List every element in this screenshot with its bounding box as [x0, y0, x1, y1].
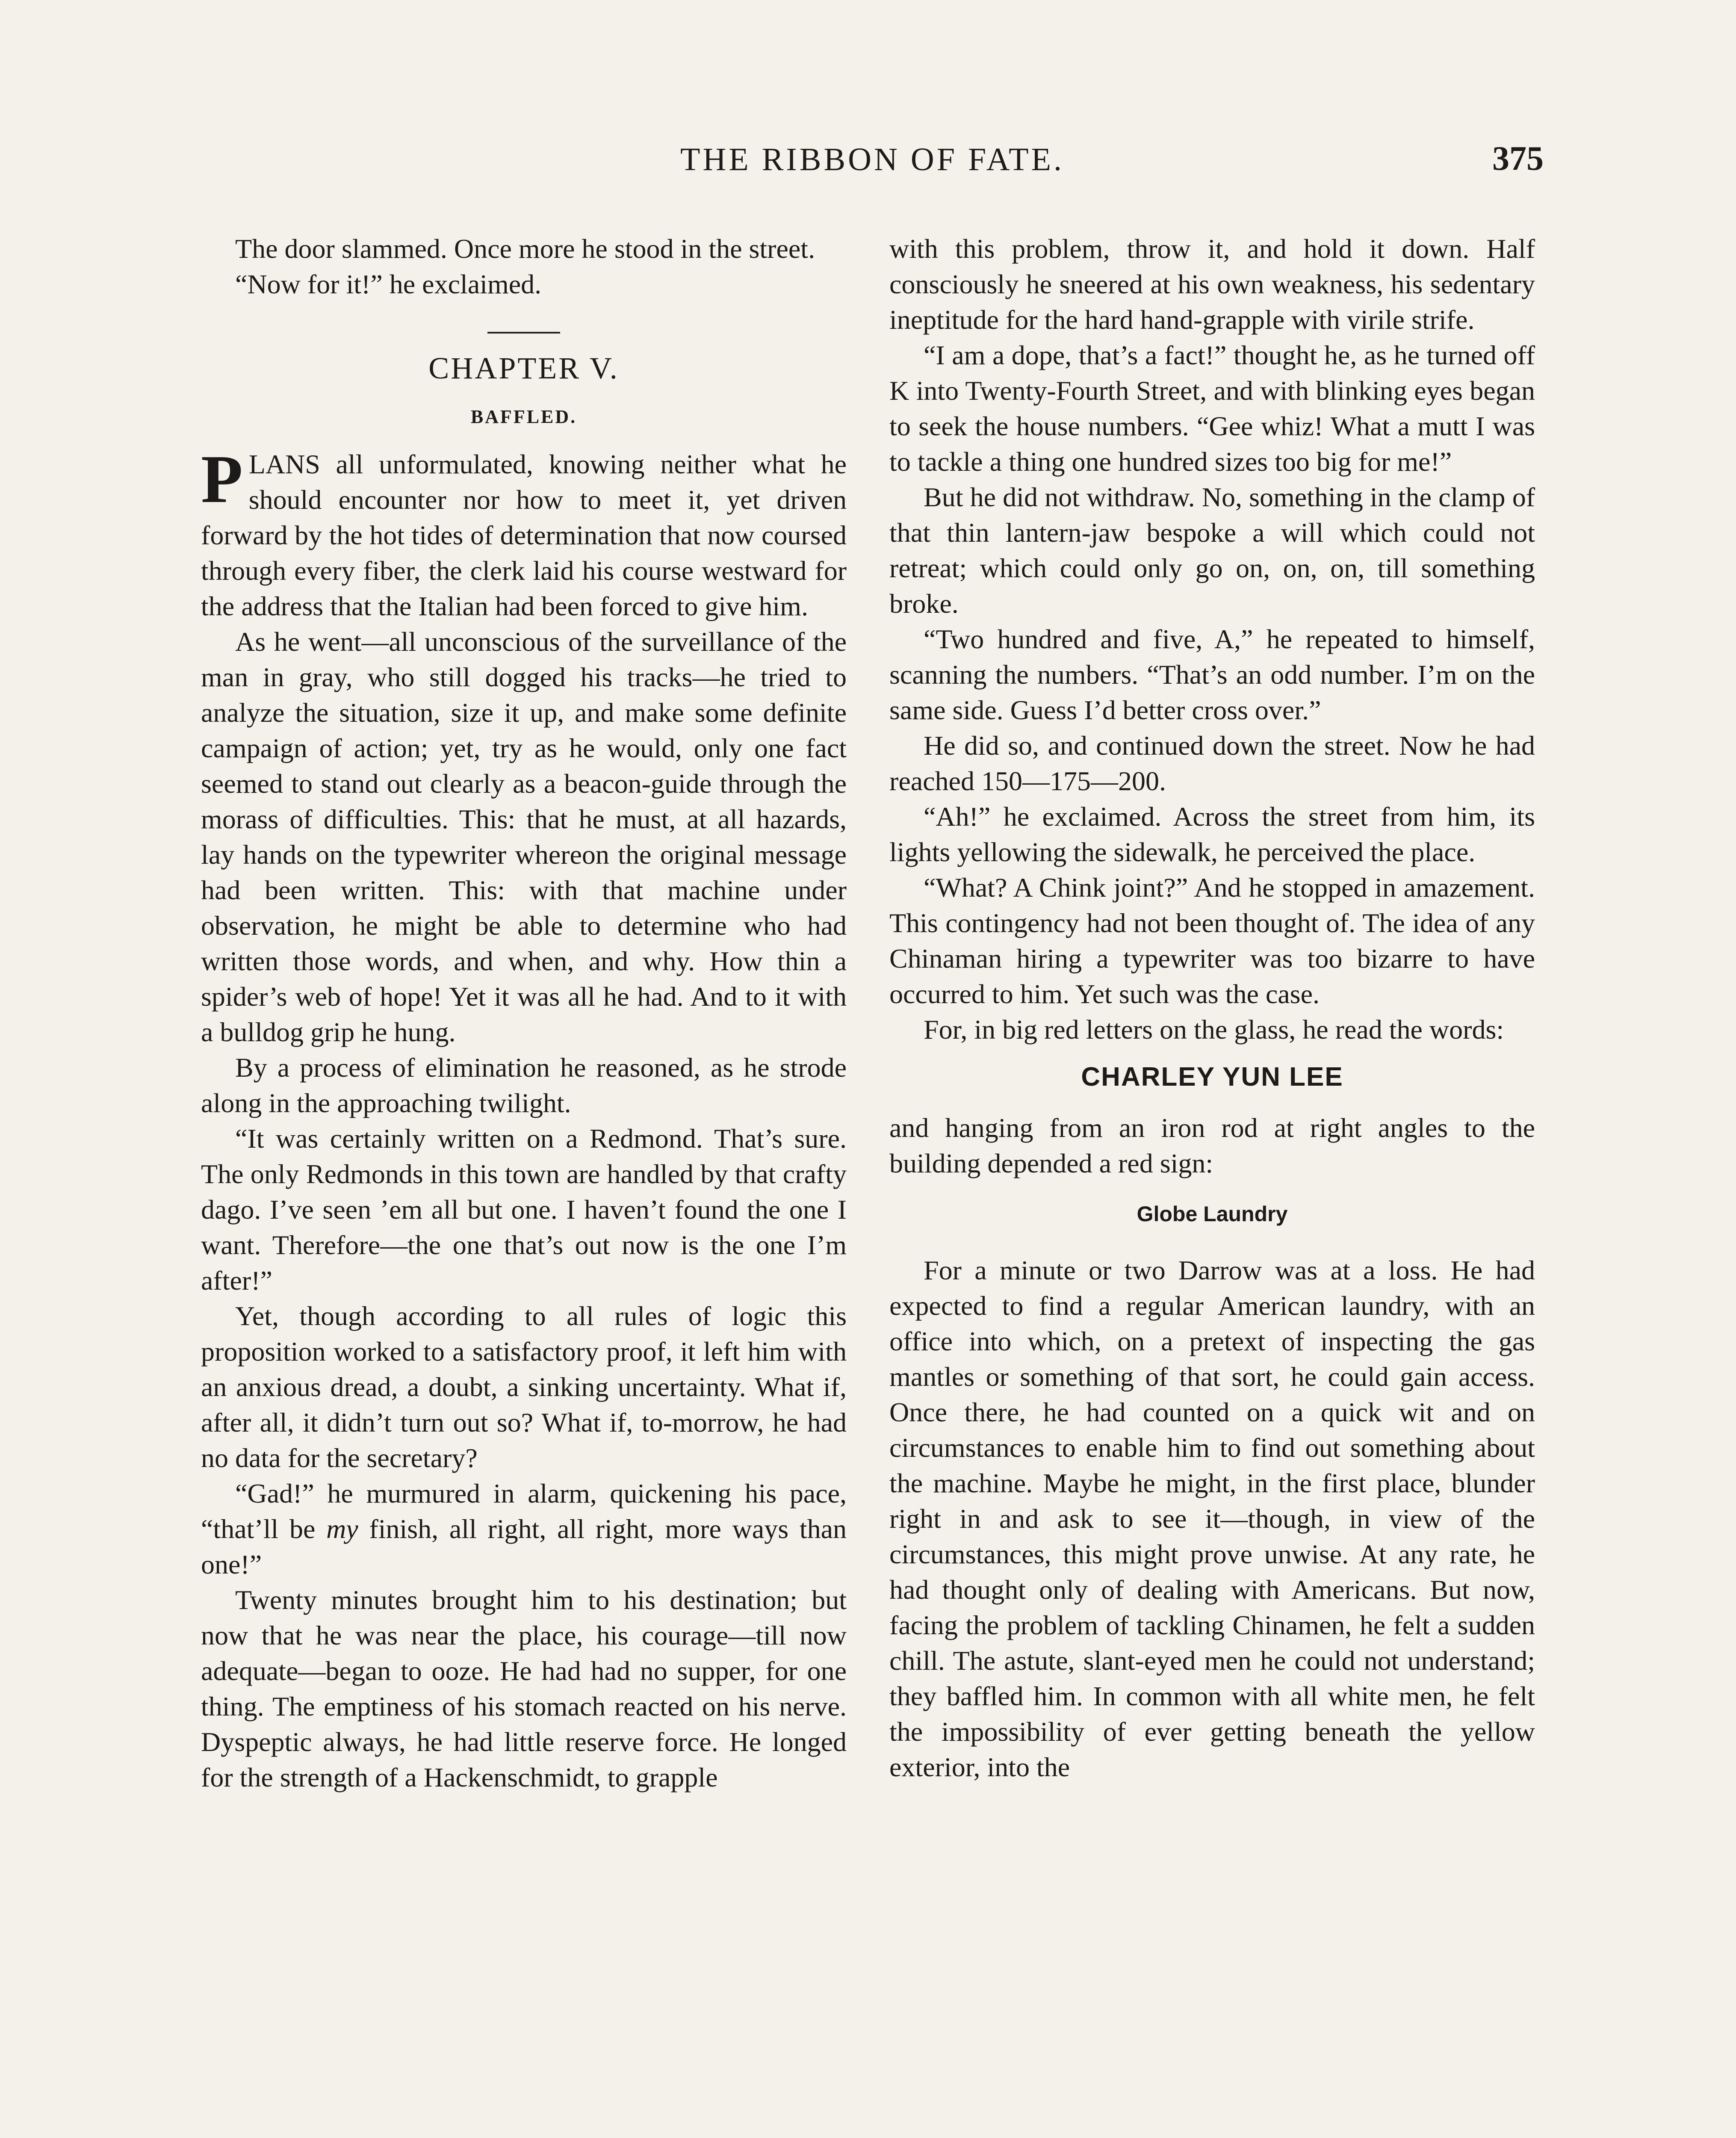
emphasized-word: my [326, 1514, 358, 1544]
chapter-subtitle: BAFFLED. [470, 406, 577, 427]
drop-cap: P [201, 441, 243, 517]
paragraph-continuation: with this problem, throw it, and hold it down. Half consciously he sneered at his own weakness, his sedentary ineptitude for the hard hand-grapple with virile strife. [889, 233, 1535, 335]
paragraph: “It was certainly written on a Redmond. That’s sure. The only Redmonds in this town are handled by that crafty dago. I’ve seen ’em all but one. I haven’t found the one I want. Therefore—the one that’s out now is the one I’m after!” [201, 1123, 847, 1296]
page-header [201, 141, 1544, 192]
chapter-heading: CHAPTER V. [428, 351, 619, 385]
paragraph: For a minute or two Darrow was at a loss. He had expected to find a regular American laundry, with an office into which, on a pretext of inspecting the gas mantles or something of that sort, he could gain access. Once there, he had counted on a quick wit and on circumstances to enable him to find out something about the machine. Maybe he might, in the first place, blunder right in and ask to see it—though, in view of the circumstances, this might prove unwise. At any rate, he had thought only of dealing with Americans. But now, facing the problem of tackling Chinamen, he felt a sudden chill. The astute, slant-eyed men he could not understand; they baffled him. In common with all white men, he felt the impossibility of ever getting beneath the yellow exterior, into the [889, 1255, 1535, 1782]
section-divider [487, 332, 560, 334]
page-number: 375 [1492, 140, 1544, 177]
right-column [889, 231, 1535, 1785]
paragraph: “Ah!” he exclaimed. Across the street from him, its lights yellowing the sidewalk, he perceived the place. [889, 801, 1535, 867]
paragraph: He did so, and continued down the street. Now he had reached 150—175—200. [889, 730, 1535, 796]
paragraph: “Now for it!” he exclaimed. [235, 269, 542, 299]
paragraph: For, in big red letters on the glass, he read the words: [924, 1014, 1504, 1045]
paragraph: Yet, though according to all rules of logic this proposition worked to a satisfactory proof, it left him with an anxious dread, a doubt, a sinking uncertainty. What if, after all, it didn’t turn out so? What if, to-morrow, he had no data for the secretary? [201, 1301, 847, 1473]
left-column [201, 231, 847, 1795]
paragraph: By a process of elimination he reasoned, as he strode along in the approaching twilight. [201, 1052, 847, 1118]
running-title: THE RIBBON OF FATE. [680, 142, 1064, 177]
laundry-sign-text: Globe Laundry [1137, 1202, 1288, 1226]
paragraph: But he did not withdraw. No, something in the clamp of that thin lantern-jaw bespoke a will which could not retreat; which could only go on, on, on, till something broke. [889, 482, 1535, 619]
first-paragraph-text: LANS all unformulated, knowing neither what he should encounter nor how to meet it, yet driven forward by the hot tides of determination that now coursed through every fiber, the clerk laid his course westward for the address that the Italian had been forced to give him. [201, 449, 847, 621]
paragraph: As he went—all unconscious of the surveillance of the man in gray, who still dogged his tracks—he tried to analyze the situation, size it up, and make some definite campaign of action; yet, try as he would, only one fact seemed to stand out clearly as a beacon-guide through the morass of difficulties. This: that he must, at all hazards, lay hands on the typewriter whereon the original message had been written. This: with that machine under observation, he might be able to determine who had written those words, and when, and why. How thin a spider’s web of hope! Yet it was all he had. And to it with a bulldog grip he hung. [201, 626, 847, 1047]
paragraph: “Two hundred and five, A,” he repeated to himself, scanning the numbers. “That’s an odd number. I’m on the same side. Guess I’d better cross over.” [889, 624, 1535, 725]
dialogue-text: “Gad!” he murmured in alarm, quickening his pace, “that’ll be [201, 1478, 847, 1544]
shop-sign-text: CHARLEY YUN LEE [1081, 1062, 1343, 1092]
first-paragraph [201, 441, 847, 624]
dialogue-text: finish, all right, all right, more ways than one!” [201, 1514, 847, 1580]
paragraph: Twenty minutes brought him to his destination; but now that he was near the place, his courage—till now adequate—began to ooze. He had had no supper, for one thing. The emptiness of his stomach reacted on his nerve. Dyspeptic always, he had little reserve force. He longed for the strength of a Hackenschmidt, to grapple [201, 1585, 847, 1792]
paragraph: “I am a dope, that’s a fact!” thought he, as he turned off K into Twenty-Fourth Street, and with blinking eyes began to seek the house numbers. “Gee whiz! What a mutt I was to tackle a thing one hundred sizes too big for me!” [889, 340, 1535, 477]
paragraph: and hanging from an iron rod at right angles to the building depended a red sign: [889, 1113, 1535, 1178]
paragraph: The door slammed. Once more he stood in the street. [235, 233, 815, 264]
paragraph: “What? A Chink joint?” And he stopped in amazement. This contingency had not been thought of. The idea of any Chinaman hiring a typewriter was too bizarre to have occurred to him. Yet such was the case. [889, 872, 1535, 1009]
paragraph [201, 1476, 847, 1582]
